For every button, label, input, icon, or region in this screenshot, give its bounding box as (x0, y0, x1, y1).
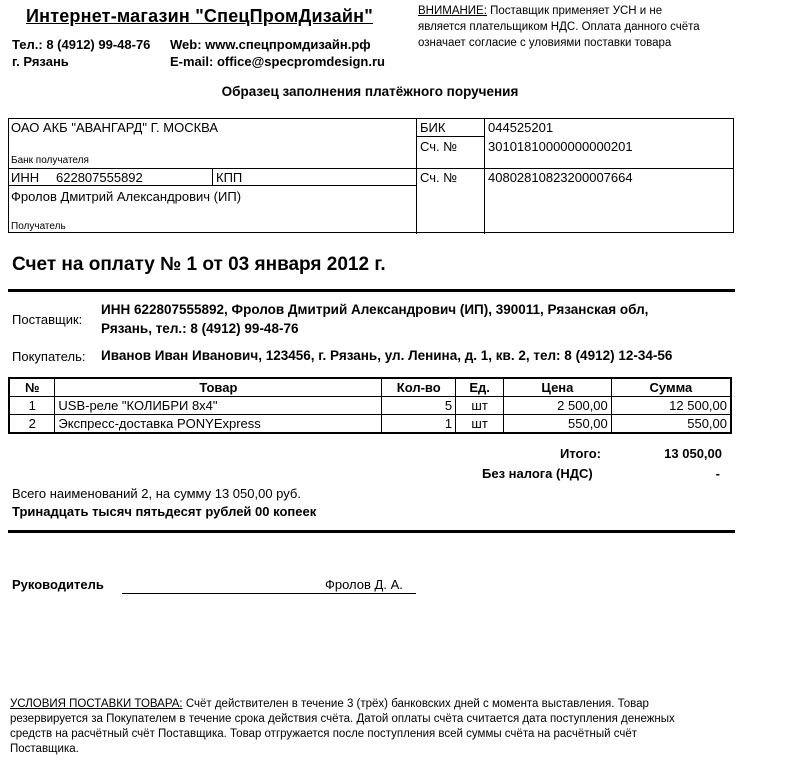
items-header-row (9, 378, 731, 397)
bank-name: ОАО АКБ "АВАНГАРД" Г. МОСКВА (11, 120, 219, 135)
buyer-label: Покупатель: (12, 349, 86, 364)
column-header: Товар (55, 378, 382, 397)
recipient-name: Фролов Дмитрий Александрович (ИП) (11, 189, 242, 204)
payment-sample-title: Образец заполнения платёжного поручения (221, 84, 519, 99)
column-header: Ед. (456, 378, 504, 397)
item-name: USB-реле "КОЛИБРИ 8x4" (55, 397, 382, 415)
signature-line (122, 593, 416, 594)
bik-value: 044525201 (488, 120, 554, 135)
supplier-label: Поставщик: (12, 312, 83, 327)
recipient-caption: Получатель (11, 221, 66, 232)
bank-details-table (8, 118, 734, 233)
table-row (9, 415, 731, 434)
total-label: Итого: (560, 446, 601, 461)
signature-label: Руководитель (12, 577, 104, 592)
delivery-conditions (10, 697, 700, 757)
item-name: Экспресс-доставка PONYExpress (55, 415, 382, 434)
table-row (9, 397, 731, 415)
item-quantity: 1 (382, 415, 456, 434)
column-header: Сумма (611, 378, 731, 397)
item-sum: 12 500,00 (611, 397, 731, 415)
bik-label: БИК (420, 120, 446, 135)
conditions-label: УСЛОВИЯ ПОСТАВКИ ТОВАРА: (10, 698, 183, 710)
vat-notice (418, 3, 708, 51)
conditions-text: Счёт действителен в течение 3 (трёх) банковских дней с момента выставления. Товар резервируется за Покупателем в течение срока действия счёта. Датой оплаты счёта считается дата поступления денежных средств на расчётный счёт Поставщика. Товар отгружается после поступления всей суммы счёта на расчётный счёт Поставщика. (10, 698, 675, 755)
items-summary: Всего наименований 2, на сумму 13 050,00 руб. (12, 486, 301, 501)
supplier-line-2: Рязань, тел.: 8 (4912) 99-48-76 (101, 321, 299, 336)
inn-label: ИНН (11, 170, 40, 185)
buyer-value: Иванов Иван Иванович, 123456, г. Рязань, ул. Ленина, д. 1, кв. 2, тел: 8 (4912) 12-34-56 (101, 348, 673, 363)
column-header: Цена (504, 378, 612, 397)
corr-account-label: Сч. № (420, 139, 458, 154)
items-table (8, 377, 732, 434)
total-value: 13 050,00 (664, 446, 722, 461)
item-price: 2 500,00 (504, 397, 612, 415)
kpp-label: КПП (216, 170, 243, 185)
column-header: Кол-во (382, 378, 456, 397)
item-number: 2 (9, 415, 55, 434)
amount-in-words: Тринадцать тысяч пятьдесят рублей 00 копеек (12, 504, 317, 519)
item-sum: 550,00 (611, 415, 731, 434)
item-unit: шт (456, 397, 504, 415)
corr-account-value: 30101810000000000201 (488, 139, 633, 154)
title-divider (8, 289, 735, 292)
shop-email: E-mail: office@specpromdesign.ru (170, 54, 385, 69)
shop-city: г. Рязань (12, 54, 69, 69)
invoice-title: Счет на оплату № 1 от 03 января 2012 г. (12, 254, 386, 275)
bank-caption: Банк получателя (11, 155, 89, 166)
item-number: 1 (9, 397, 55, 415)
account-label: Сч. № (420, 170, 458, 185)
summary-divider (8, 530, 735, 533)
item-quantity: 5 (382, 397, 456, 415)
item-price: 550,00 (504, 415, 612, 434)
account-value: 40802810823200007664 (488, 170, 633, 185)
inn-value: 622807555892 (56, 170, 143, 185)
supplier-line-1: ИНН 622807555892, Фролов Дмитрий Александрович (ИП), 390011, Рязанская обл, (101, 302, 649, 317)
shop-web: Web: www.спецпромдизайн.рф (170, 37, 371, 52)
column-header: № (9, 378, 55, 397)
shop-phone: Тел.: 8 (4912) 99-48-76 (12, 37, 151, 52)
vat-label: Без налога (НДС) (482, 466, 593, 481)
item-unit: шт (456, 415, 504, 434)
vat-notice-text: Поставщик применяет УСН и не является плательщиком НДС. Оплата данного счёта означает согласие с уловиями поставки товара (418, 5, 700, 49)
vat-value: - (715, 466, 720, 481)
signature-name: Фролов Д. А. (325, 577, 403, 592)
shop-title: Интернет-магазин "СпецПромДизайн" (26, 6, 373, 26)
vat-notice-label: ВНИМАНИЕ: (418, 5, 487, 17)
